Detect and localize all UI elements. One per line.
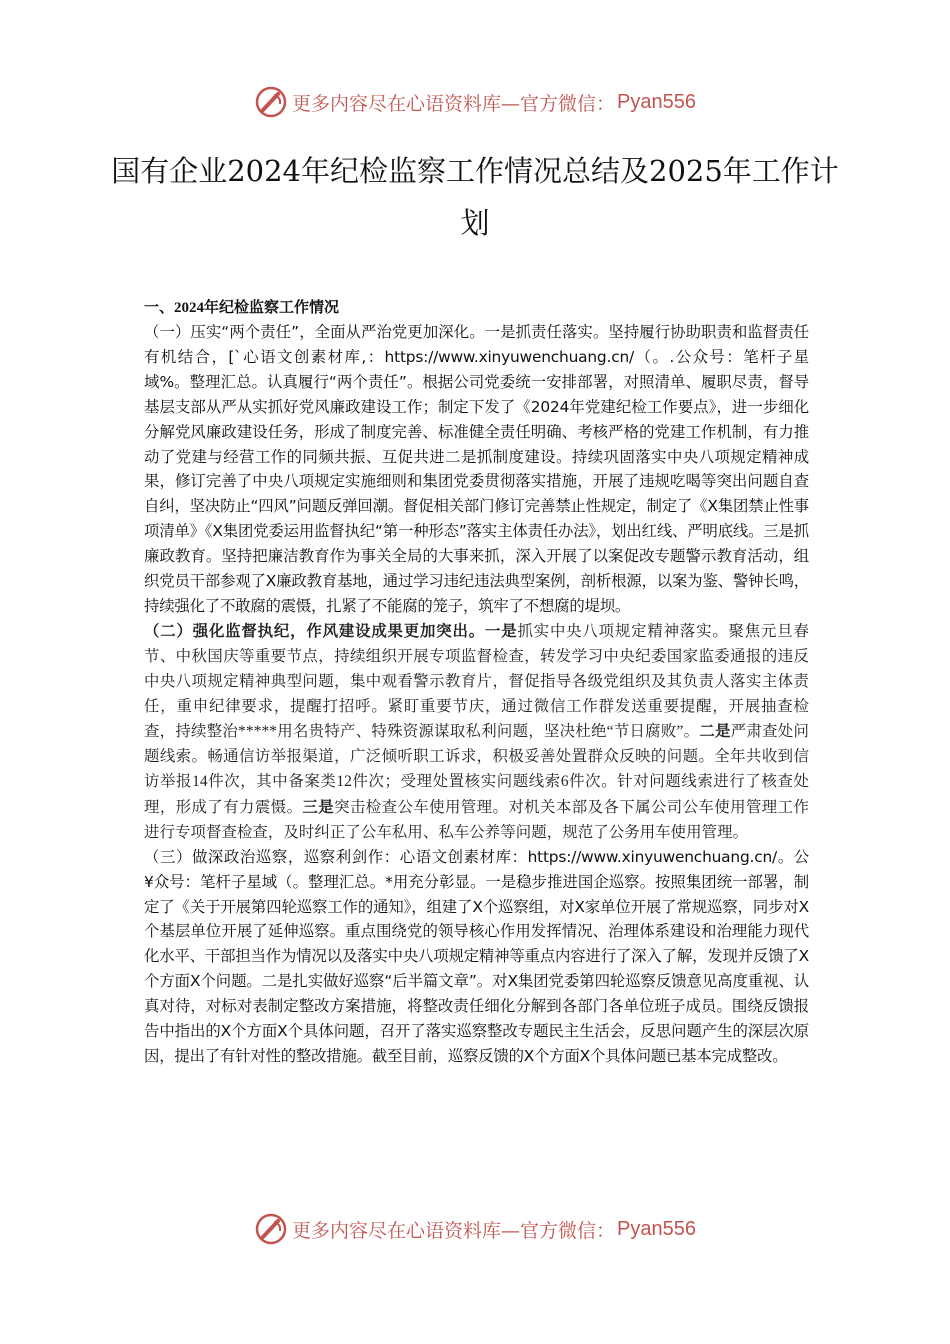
page-title: 国有企业2024年纪检监察工作情况总结及2025年工作计划 [111,154,839,240]
watermark-text: 更多内容尽在心语资料库—官方微信： [292,1219,616,1242]
paragraph-2-lead: （二）强化监督执纪，作风建设成果更加突出。 [144,622,485,640]
paragraph-1: （一）压实“两个责任”，全面从严治党更加深化。一是抓责任落实。坚持履行协助职责和监督责任有机结合，[`心语文创素材库,：https://www.xinyuwenchuang.cn/（。.公众号：笔杆子星域%。整理汇总。认真履行“两个责任”。根据公司党委统一安排部署，对照清单、履职尽责，督导基层支部从严从实抓好党风廉政建设工作；制定下发了《2024年党建纪检工作要点》，进一步细化分解党风廉政建设任务，形成了制度完善、标准健全责任明确、考核严格的党建工作机制，有力推动了党建与经营工作的同频共振、互促共进二是抓制度建设。持续巩固落实中央八项规定精神成果，修订完善了中央八项规定实施细则和集团党委贯彻落实措施，开展了违规吃喝等突出问题自查自纠，坚决防止“四风”问题反弹回潮。督促相关部门修订完善禁止性规定，制定了《X集团禁止性事项清单》《X集团党委运用监督执纪“第一种形态”落实主体责任办法》，划出红线、严明底线。三是抓廉政教育。坚持把廉洁教育作为事关全局的大事来抓，深入开展了以案促改专题警示教育活动，组织党员干部参观了X廉政教育基地，通过学习违纪违法典型案例，剖析根源，以案为鉴、警钟长鸣，持续强化了不敢腐的震慑，扎紧了不能腐的笼子，筑牢了不想腐的堤坝。 [144,323,809,615]
brush-logo-icon [254,1212,288,1246]
point-text-3: 突击检查公车使用管理。对机关本部及各下属公司公车使用管理工作进行专项督查检查，及时纠正了公车私用、私车公养等问题，规范了公务用车使用管理。 [144,798,809,841]
point-text-2: 严肃查处问题线索。畅通信访举报渠道，广泛倾听职工诉求，积极妥善处置群众反映的问题。全年共收到信访举报14件次，其中备案类12件次；受理处置核实问题线索6件次。针对问题线索进行了核查处理，形成了有力震慑。 [144,723,809,816]
point-marker-1: 一是 [484,622,518,640]
watermark-contact: Pyan556 [617,90,696,113]
point-marker-2: 二是 [699,723,731,741]
paragraph-3: （三）做深政治巡察，巡察利剑作：心语文创素材库：https://www.xinyuwenchuang.cn/。公¥众号：笔杆子星域（。整理汇总。*用充分彰显。一是稳步推进国企巡察。按照集团统一部署，制定了《关于开展第四轮巡察工作的通知》，组建了X个巡察组，对X家单位开展了常规巡察，同步对X个基层单位开展了延伸巡察。重点围绕党的领导核心作用发挥情况、治理体系建设和治理能力现代化水平、干部担当作为情况以及落实中央八项规定精神等重点内容进行了深入了解，发现并反馈了X个方面X个问题。二是扎实做好巡察“后半篇文章”。对X集团党委第四轮巡察反馈意见高度重视、认真对待，对标对表制定整改方案措施，将整改责任细化分解到各部门各单位班子成员。围绕反馈报告中指出的X个方面X个具体问题，召开了落实巡察整改专题民主生活会，反思问题产生的深层次原因，提出了有针对性的整改措施。截至目前，巡察反馈的X个方面X个具体问题已基本完成整改。 [144,847,809,1065]
document-body [144,296,809,1069]
point-text-1: 抓实中央八项规定精神落实。聚焦元旦春节、中秋国庆等重要节点，持续组织开展专项监督检查，转发学习中央纪委国家监委通报的违反中央八项规定精神典型问题，集中观看警示教育片，督促指导各级党组织及其负责人落实主体责任，重申纪律要求，提醒打招呼。紧盯重要节庆，通过微信工作群发送重要提醒，开展抽查检查，持续整治*****用名贵特产、特殊资源谋取私利问题，坚决杜绝“节日腐败”。 [144,622,809,741]
brush-logo-icon [254,85,288,119]
watermark-banner-bottom [0,1209,950,1249]
watermark-text: 更多内容尽在心语资料库—官方微信： [292,92,616,115]
paragraph-2 [144,619,809,845]
point-marker-3: 三是 [302,798,335,816]
watermark-banner-top [0,82,950,122]
section-heading: 一、2024年纪检监察工作情况 [144,300,340,316]
watermark-contact: Pyan556 [617,1217,696,1240]
